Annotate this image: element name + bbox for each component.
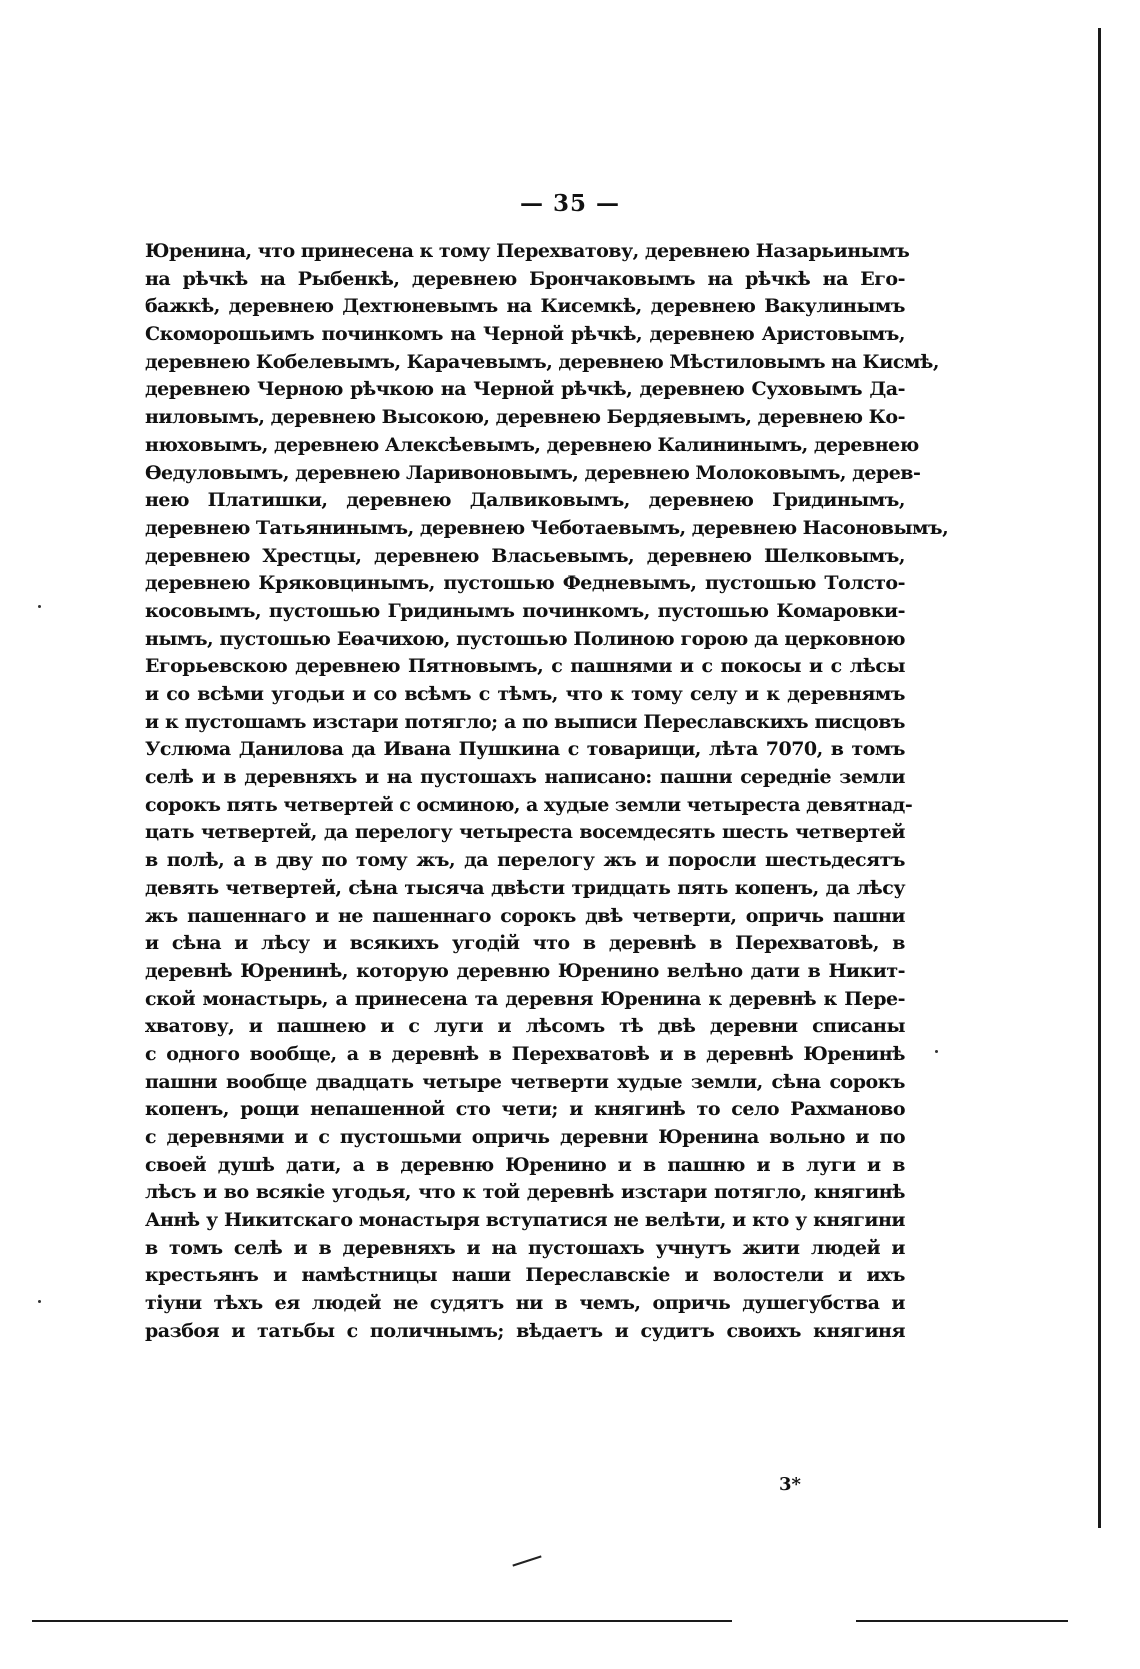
text-line: жъ пашеннаго и не пашеннаго сорокъ двѣ четверти, опричь пашни — [145, 904, 905, 927]
text-line: пашни вообще двадцать четыре четверти худые земли, сѣна сорокъ — [145, 1070, 905, 1093]
text-line: лѣсъ и во всякіе угодья, что к той деревнѣ изстари потягло, княгинѣ — [145, 1181, 905, 1204]
text-line: на рѣчкѣ на Рыбенкѣ, деревнею Брончаковымъ на рѣчкѣ на Его- — [145, 267, 905, 290]
text-line: и сѣна и лѣсу и всякихъ угодій что в деревнѣ в Перехватовѣ, в — [145, 932, 905, 955]
text-line: деревнею Кряковцинымъ, пустошью Федневымъ, пустошью Толсто- — [145, 572, 905, 595]
text-line: Услюма Данилова да Ивана Пушкина с товарищи, лѣта 7070, в томъ — [145, 738, 905, 761]
text-line: нюховымъ, деревнею Алексѣевымъ, деревнею Калининымъ, деревнею — [145, 433, 919, 456]
text-line: хватову, и пашнею и с луги и лѣсомъ тѣ двѣ деревни списаны — [145, 1015, 905, 1038]
text-line: тіуни тѣхъ ея людей не судятъ ни в чемъ, опричь душегубства и — [145, 1292, 905, 1315]
text-line: крестьянъ и намѣстницы наши Переславскіе и волостели и ихъ — [145, 1264, 905, 1287]
text-line: Скоморошьимъ починкомъ на Черной рѣчкѣ, деревнею Аристовымъ, — [145, 323, 905, 346]
text-line: и к пустошамъ изстари потягло; а по выписи Переславскихъ писцовъ — [145, 710, 905, 733]
text-line: селѣ и в деревняхъ и на пустошахъ написано: пашни середніе земли — [145, 766, 905, 789]
scan-speck — [38, 605, 41, 608]
text-line: копенъ, рощи непашенной сто чети; и княгинѣ то село Рахманово — [145, 1098, 905, 1121]
text-line: цать четвертей, да перелогу четыреста восемдесять шесть четвертей — [145, 821, 905, 844]
text-line: деревнею Черною рѣчкою на Черной рѣчкѣ, деревнею Суховымъ Да- — [145, 378, 905, 401]
text-line: разбоя и татьбы с поличнымъ; вѣдаетъ и судитъ своихъ княгиня — [145, 1319, 905, 1342]
text-line: Егорьевскою деревнею Пятновымъ, с пашнями и с покосы и с лѣсы — [145, 655, 905, 678]
text-line: своей душѣ дати, а в деревню Юренино и в пашню и в луги и в — [145, 1153, 905, 1176]
text-line: Аннѣ у Никитскаго монастыря вступатися не велѣти, и кто у княгини — [145, 1209, 905, 1232]
page-number: — 35 — — [519, 190, 621, 217]
text-line: девять четвертей, сѣна тысяча двѣсти тридцать пять копенъ, да лѣсу — [145, 876, 905, 899]
text-line: Өедуловымъ, деревнею Ларивоновымъ, деревнею Молоковымъ, дерев- — [145, 461, 921, 484]
scan-edge-rule — [1098, 28, 1101, 1528]
bottom-rule-right — [856, 1620, 1068, 1622]
body-text — [145, 238, 949, 1346]
text-line: ской монастырь, а принесена та деревня Юренина к деревнѣ к Пере- — [145, 987, 905, 1010]
text-line: и со всѣми угодьи и со всѣмъ с тѣмъ, что к тому селу и к деревнямъ — [145, 683, 905, 705]
bottom-rule-left — [32, 1620, 732, 1622]
text-line: деревнѣ Юренинѣ, которую деревню Юренино велѣно дати в Никит- — [145, 959, 905, 982]
text-line: в полѣ, а в дву по тому жъ, да перелогу жъ и поросли шестьдесятъ — [145, 849, 905, 872]
text-line: ниловымъ, деревнею Высокою, деревнею Бердяевымъ, деревнею Ко- — [145, 406, 905, 429]
text-line: нею Платишки, деревнею Далвиковымъ, деревнею Гридинымъ, — [145, 489, 905, 512]
text-line: косовымъ, пустошью Гридинымъ починкомъ, пустошью Комаровки- — [145, 599, 905, 622]
text-line: с одного вообще, а в деревнѣ в Перехватовѣ и в деревнѣ Юренинѣ — [145, 1042, 905, 1065]
scan-speck — [935, 1050, 938, 1053]
scan-speck — [38, 1300, 41, 1303]
text-line: деревнею Хрестцы, деревнею Власьевымъ, деревнею Шелковымъ, — [145, 544, 905, 567]
signature-mark: 3* — [779, 1474, 801, 1495]
text-line: в томъ селѣ и в деревняхъ и на пустошахъ учнутъ жити людей и — [145, 1236, 905, 1259]
text-line: бажкѣ, деревнею Дехтюневымъ на Кисемкѣ, деревнею Вакулинымъ — [145, 295, 905, 318]
text-line: Юренина, что принесена к тому Перехватову, деревнею Назарьинымъ — [145, 240, 910, 262]
scan-mark — [512, 1555, 541, 1566]
text-line: деревнею Кобелевымъ, Карачевымъ, деревнею Мѣстиловымъ на Кисмѣ, — [145, 350, 939, 373]
text-line: нымъ, пустошью Еөачихою, пустошью Полиною горою да церковною — [145, 627, 905, 650]
text-line: с деревнями и с пустошьми опричь деревни Юренина вольно и по — [145, 1126, 905, 1148]
text-line: деревнею Татьянинымъ, деревнею Чеботаевымъ, деревнею Насоновымъ, — [145, 516, 949, 539]
text-line: сорокъ пять четвертей с осминою, а худые земли четыреста девятнад- — [145, 793, 913, 816]
